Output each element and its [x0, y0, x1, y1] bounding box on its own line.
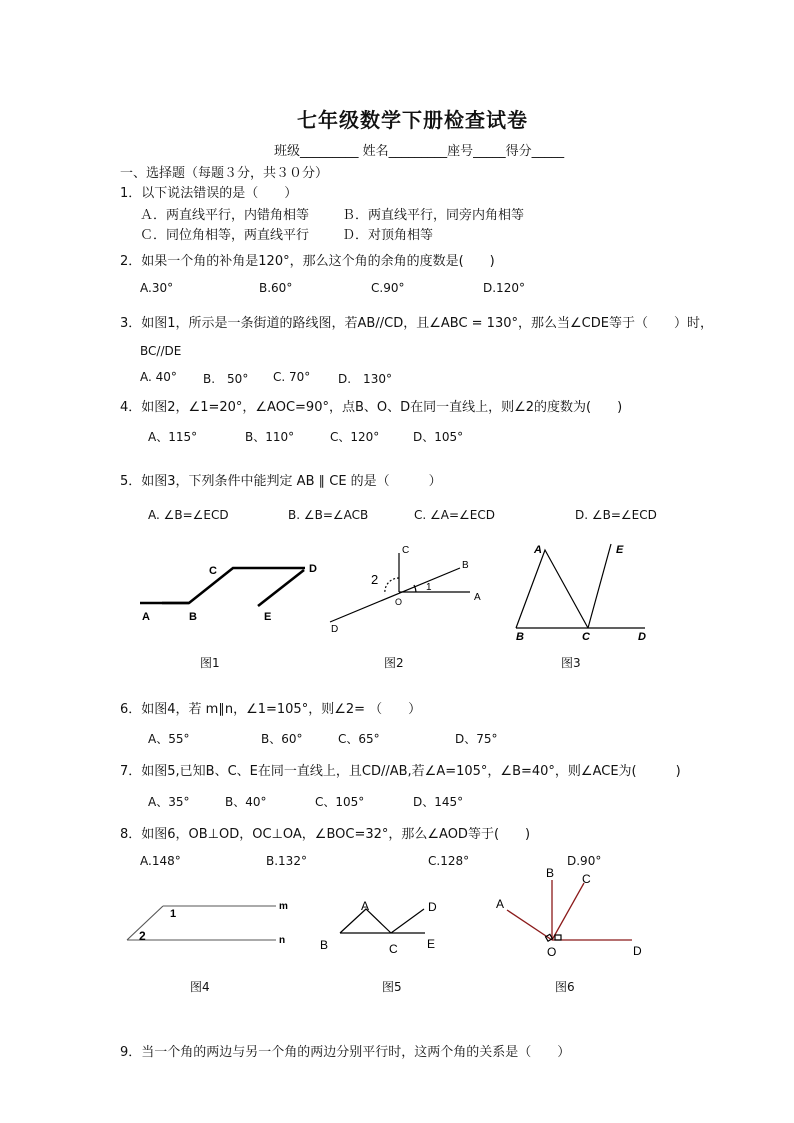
q8-option-c: C.128°	[428, 854, 470, 868]
q8-option-a: A.148°	[140, 854, 181, 868]
q6-option-d: D、75°	[455, 732, 498, 746]
question-9-stem: 9．当一个角的两边与另一个角的两边分别平行时，这两个角的关系是（ ）	[120, 1045, 571, 1060]
fig1-label-c: C	[209, 565, 217, 577]
figure-4-caption: 图4	[190, 980, 210, 994]
q1-option-d: Ｄ．对顶角相等	[342, 228, 434, 243]
figure-5-caption: 图5	[382, 980, 402, 994]
q1-option-b: Ｂ．两直线平行，同旁内角相等	[342, 208, 525, 223]
section-heading: 一、选择题（每题３分，共３０分）	[120, 166, 329, 181]
fig6-ray-oc	[552, 883, 584, 940]
fig1-label-b: B	[189, 611, 197, 623]
fig5-label-c: C	[389, 942, 398, 956]
q6-option-b: B、60°	[261, 732, 303, 746]
fig6-label-c: C	[582, 872, 591, 886]
figure-6-caption: 图6	[555, 980, 575, 994]
fig1-label-a: A	[142, 611, 150, 623]
fig3-label-a: A	[534, 544, 542, 556]
fig5-label-e: E	[427, 937, 436, 951]
question-7-stem: 7．如图5,已知B、C、E在同一直线上，且CD//AB,若∠A=105°，∠B=40°，则∠ACE为( )	[120, 764, 681, 779]
question-6-stem: 6．如图4，若 m∥n，∠1=105°，则∠2= （ ）	[120, 702, 422, 717]
q2-option-a: A.30°	[140, 281, 174, 295]
fig1-label-e: E	[264, 611, 272, 623]
fig2-label-1: 1	[426, 582, 432, 593]
fig3-label-b: B	[516, 631, 524, 643]
fig3-label-c: C	[582, 631, 590, 643]
fig2-label-b: B	[462, 560, 469, 571]
q7-option-d: D、145°	[413, 795, 464, 809]
q4-option-d: D、105°	[413, 430, 464, 444]
fig2-label-o: O	[395, 597, 403, 607]
q2-option-d: D.120°	[483, 281, 525, 295]
fig2-label-a: A	[474, 592, 481, 603]
q3-option-a: A. 40°	[140, 370, 177, 384]
fig2-label-2: 2	[371, 572, 379, 587]
q5-option-c: C. ∠A=∠ECD	[414, 508, 495, 522]
q2-option-c: C.90°	[371, 281, 405, 295]
q5-option-b: B. ∠B=∠ACB	[288, 508, 369, 522]
q6-option-c: C、65°	[338, 732, 380, 746]
fig2-label-d: D	[331, 624, 339, 635]
fig6-ray-oa	[507, 910, 552, 940]
fig3-label-d: D	[638, 631, 646, 643]
question-3-stem: 3．如图1，所示是一条街道的路线图，若AB//CD，且∠ABC = 130°，那么当∠CDE等于（ ）时，	[120, 316, 713, 331]
figure-3-caption: 图3	[561, 656, 581, 670]
fig6-label-d: D	[633, 944, 642, 958]
figure-2-caption: 图2	[384, 656, 404, 670]
q4-option-b: B、110°	[245, 430, 295, 444]
page-title: 七年级数学下册检查试卷	[297, 108, 528, 132]
question-8-stem: 8．如图6，OB⊥OD，OC⊥OA，∠BOC=32°，那么∠AOD等于( )	[120, 827, 531, 842]
fig6-label-b: B	[546, 866, 555, 880]
fig4-label-m: m	[279, 901, 288, 912]
fig5-label-b: B	[320, 938, 329, 952]
q4-option-c: C、120°	[330, 430, 380, 444]
question-5-stem: 5．如图3，下列条件中能判定 AB ∥ CE 的是（ ）	[120, 474, 442, 489]
fig5-label-a: A	[361, 899, 370, 913]
fig6-right-angle-mark	[555, 935, 561, 940]
fig5-label-d: D	[428, 900, 437, 914]
q5-option-a: A. ∠B=∠ECD	[148, 508, 229, 522]
q3-option-c: C. 70°	[273, 370, 311, 384]
q4-option-a: A、115°	[148, 430, 198, 444]
fig2-label-c: C	[402, 545, 410, 556]
q3-option-b: B. 50°	[203, 372, 249, 386]
q5-option-d: D. ∠B=∠ECD	[575, 508, 657, 522]
question-1-stem: 1．以下说法错误的是（ ）	[120, 186, 298, 201]
q7-option-c: C、105°	[315, 795, 365, 809]
question-4-stem: 4．如图2，∠1=20°，∠AOC=90°，点B、O、D在同一直线上，则∠2的度数为( )	[120, 400, 623, 415]
q1-option-a: Ａ．两直线平行，内错角相等	[140, 208, 310, 223]
fig3-label-e: E	[616, 544, 624, 556]
fig6-label-o: O	[547, 945, 557, 959]
fig6-label-a: A	[496, 897, 505, 911]
q8-option-d: D.90°	[567, 854, 602, 868]
q6-option-a: A、55°	[148, 732, 190, 746]
q8-option-b: B.132°	[266, 854, 307, 868]
question-3-stem-cont: BC//DE	[140, 344, 182, 358]
question-2-stem: 2．如果一个角的补角是120°，那么这个角的余角的度数是( )	[120, 254, 495, 269]
fig4-label-2: 2	[139, 929, 146, 943]
q2-option-b: B.60°	[259, 281, 293, 295]
q7-option-a: A、35°	[148, 795, 190, 809]
q7-option-b: B、40°	[225, 795, 267, 809]
figure-1-caption: 图1	[200, 656, 220, 670]
q1-option-c: Ｃ．同位角相等，两直线平行	[140, 228, 310, 243]
fig1-label-d: D	[309, 563, 317, 575]
q3-option-d: D. 130°	[338, 372, 392, 386]
fig4-label-1: 1	[170, 908, 177, 920]
student-info-line: 班级_________ 姓名_________座号_____得分_____	[274, 144, 565, 159]
fig4-label-n: n	[279, 935, 286, 946]
